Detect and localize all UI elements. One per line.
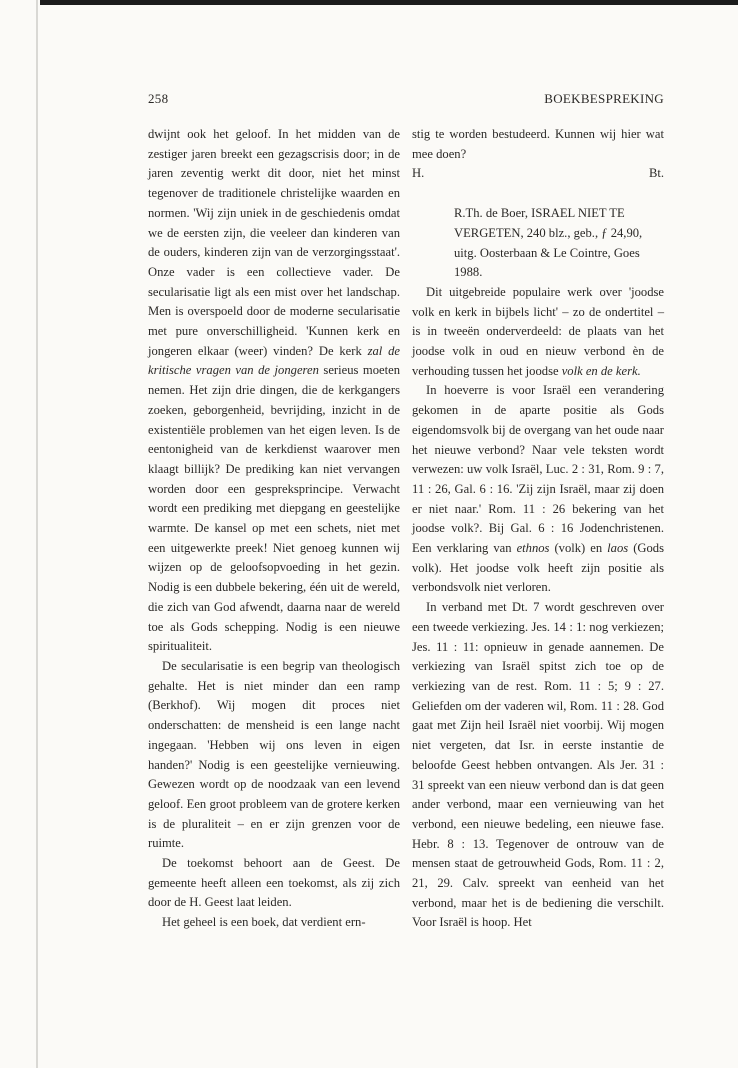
paragraph: Het geheel is een boek, dat verdient ern-	[162, 915, 366, 930]
paragraph: dwijnt ook het geloof. In het midden van de zestiger jaren breekt een gezagscrisis door; in de jaren zeventig werkt dit door, niet het minst tegenover de traditionele christelijke waarden en normen. 'Wij zijn uniek in de geschiedenis omdat we de eersten zijn, die veeleer dan kinderen van de ouders, kinderen zijn van de verzorgingsstaat'. Onze vader is een collectieve vader. De secularisatie ligt als een mist over het landschap. Men is overspoeld door de moderne secularisatie met pure onverschilligheid. 'Kunnen kerk en jongeren elkaar (weer) vinden? De kerk zal de kritische vragen van de jongeren serieus moeten nemen. Het zijn drie dingen, die de kerkgangers zoeken, geborgenheid, bevrijding, inzicht in de existentiële problemen van het eigen leven. Is de eentonigheid van de kerkdienst waarover men klaagt billijk? De prediking kan niet vervangen worden door een gespreksprincipe. Verwacht wordt een prediking met diepgang en geestelijke warmte. De kansel op met een schets, niet met een uitgewerkte preek! Niet genoeg kunnen wij wijzen op de geloofsopvoeding in het gezin. Nodig is een dubbele bekering, één uit de wereld, die zich van God afwendt, daarna naar de wereld toe als Gods schepping. Nodig is een nieuwe spiritualiteit.	[148, 127, 400, 654]
running-header	[148, 91, 664, 111]
book-reference: R.Th. de Boer, ISRAEL NIET TE VERGETEN, 240 blz., geb., ƒ 24,90, uitg. Oosterbaan & Le Cointre, Goes 1988.	[454, 206, 643, 280]
left-column	[148, 125, 400, 933]
running-title: BOEKBESPREKING	[544, 91, 664, 106]
page-number: 258	[148, 91, 169, 106]
paragraph: Dit uitgebreide populaire werk over 'joodse volk en kerk in bijbels licht' – zo de ondertitel – is in tweeën onderverdeeld: de plaats van het joodse volk in oud en nieuw verbond èn de verhouding tussen het joodse volk en de kerk.	[412, 284, 664, 378]
signature-right: Bt.	[648, 166, 664, 181]
paragraph: In verband met Dt. 7 wordt geschreven over een tweede verkiezing. Jes. 14 : 1: nog verkiezen; Jes. 11 : 11: opnieuw in genade aannemen. De verkiezing van Israël spitst zich toe op de verkiezing van de rest. Rom. 11 : 5; 9 : 27. Geliefden om der vaderen wil, Rom. 11 : 28. God gaat met Zijn heil Israël niet voorbij. Wij mogen niet vergeten, dat Isr. in eerste instantie de beloofde Geest hebben ontvangen. Als Jer. 31 : 31 spreekt van een nieuw verbond dan is dat geen ander verbond, maar een vernieuwing van het verbond, een nieuwe bedeling, een nieuwe fase. Hebr. 8 : 13. Tegenover de ontrouw van de mensen staat de getrouwheid Gods, Rom. 11 : 2, 21, 29. Calv. spreekt van eenheid van het verbond, maar het is de bediening die verschilt. Voor Israël is hoop. Het	[412, 600, 664, 930]
page-left-edge	[36, 0, 38, 1068]
page-top-border	[40, 0, 738, 5]
paragraph: stig te worden bestudeerd. Kunnen wij hier wat mee doen?	[412, 127, 664, 161]
paragraph: De secularisatie is een begrip van theologisch gehalte. Het is niet minder dan een ramp (Berkhof). Wij mogen dit proces niet onderschatten: de mensheid is een lange nacht ingegaan. 'Hebben wij ons leven in eigen handen?' Nodig is een geestelijke vernieuwing. Gewezen wordt op de noodzaak van een levend geloof. Een groot probleem van de grotere kerken is de pluraliteit – en er zijn grenzen voor de ruimte.	[148, 658, 400, 851]
paragraph: De toekomst behoort aan de Geest. De gemeente heeft alleen een toekomst, als zij zich door de H. Geest laat leiden.	[148, 856, 400, 910]
signature-left: H.	[412, 166, 425, 181]
right-column	[412, 125, 664, 933]
paragraph: In hoeverre is voor Israël een verandering gekomen in de aparte positie als Gods eigendomsvolk bij de overgang van het oude naar het nieuwe verbond? Naar vele teksten wordt verwezen: uw volk Israël, Luc. 2 : 31, Rom. 9 : 7, 11 : 26, Gal. 6 : 16. 'Zij zijn Israël, maar zij doen er niet naar.' Rom. 11 : 26 bekering van het joodse volk?. Bij Gal. 6 : 16 Jodenchristenen. Een verklaring van ethnos (volk) en laos (Gods volk). Het joodse volk heeft zijn positie als verbondsvolk niet verloren.	[412, 383, 664, 595]
review-signature	[412, 164, 664, 184]
